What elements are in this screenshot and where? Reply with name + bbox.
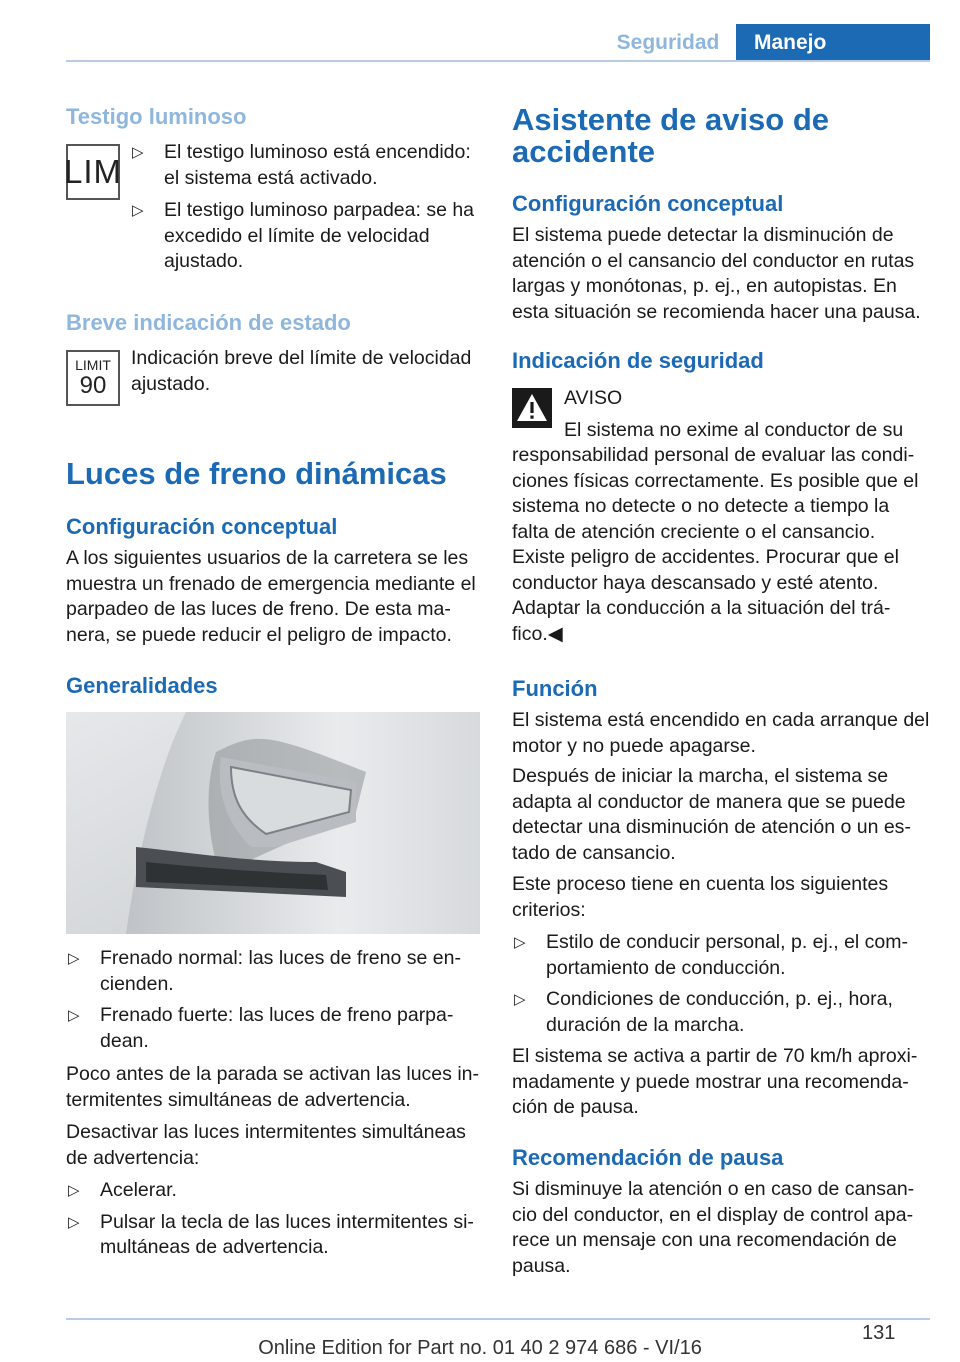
luces-conf-title: Configuración conceptual [66, 514, 338, 539]
gen-title: Generalidades [66, 673, 218, 698]
gen-list [66, 946, 480, 1054]
header-tab-seguridad[interactable]: Seguridad [616, 31, 720, 54]
breve-title: Breve indicación de estado [66, 310, 351, 335]
limit-icon-label: LIMIT [75, 356, 111, 373]
lim-icon-text: LIM [64, 153, 123, 190]
list-item: ▷ Frenado fuerte: las luces de freno parpadean. [68, 1004, 454, 1052]
asist-title-line-1: Asistente de aviso de [512, 102, 830, 137]
triangle-bullet-icon: ▷ [132, 144, 144, 161]
triangle-bullet-icon: ▷ [514, 934, 526, 951]
gen-text-2: Desactivar las luces intermitentes simultáneas de advertencia: [66, 1121, 466, 1169]
triangle-bullet-icon: ▷ [514, 991, 526, 1008]
triangle-bullet-icon: ▷ [68, 1213, 80, 1231]
list-item: ▷ Acelerar. [66, 1178, 480, 1204]
footer-divider [66, 1318, 930, 1320]
pausa-text: Si disminuye la atención o en caso de cansancio del conductor, en el display de control aparece un mensaje con una recomendación de pausa. [512, 1178, 915, 1277]
list-item: ▷ Frenado normal: las luces de freno se encienden. [68, 947, 461, 995]
list-item: ▷ Condiciones de conducción, p. ej., hora, duración de la marcha. [514, 988, 893, 1036]
triangle-bullet-icon: ▷ [68, 1182, 80, 1199]
testigo-list [130, 140, 480, 275]
seg-title: Indicación de seguridad [512, 348, 764, 373]
list-item: ▷ Estilo de conducir personal, p. ej., el comportamiento de conducción. [514, 931, 909, 979]
online-edition-note: Online Edition for Part no. 01 40 2 974 686 - VI/16 [258, 1337, 702, 1359]
triangle-bullet-icon: ▷ [68, 950, 80, 967]
func-text-3: Este proceso tiene en cuenta los siguientes criterios: [512, 873, 889, 921]
aviso-line-1: El sistema no exime al conductor de su [564, 419, 904, 441]
limit-90-icon [66, 350, 120, 406]
list-item: ▷ El testigo luminoso está encendido: el sistema está activado. [132, 141, 471, 189]
testigo-title: Testigo luminoso [66, 104, 247, 129]
aviso-label: AVISO [564, 387, 623, 409]
gen-text-1: Poco antes de la parada se activan las luces intermitentes simultáneas de advertencia. [66, 1063, 480, 1111]
lim-indicator-icon [64, 144, 123, 200]
func-title: Función [512, 676, 598, 701]
pausa-title: Recomendación de pausa [512, 1145, 784, 1170]
deact-list [66, 1178, 480, 1261]
right-conf-text: El sistema puede detectar la disminución de atención o el cansancio del conductor en rutas largas y monótonas, p. ej., en autopistas. En esta situación se recomienda hacer una pausa. [512, 224, 921, 323]
triangle-bullet-icon: ▷ [68, 1007, 80, 1024]
func-list [512, 930, 930, 1038]
right-conf-title: Configuración conceptual [512, 191, 784, 216]
limit-icon-value: 90 [79, 371, 107, 399]
breve-text: Indicación breve del límite de velocidad ajustado. [131, 347, 472, 395]
triangle-bullet-icon: ▷ [132, 202, 144, 219]
asist-title-line-2: accidente [512, 134, 656, 169]
header-divider [66, 60, 930, 62]
func-text-2: Después de iniciar la marcha, el sistema se adapta al conductor de manera que se puede detectar una disminución de atención o un estado de cansancio. [512, 765, 911, 864]
tail-light-illustration [66, 712, 480, 934]
list-item: ▷ El testigo luminoso parpadea: se ha excedido el límite de velocidad ajustado. [132, 199, 475, 272]
luces-title: Luces de freno dinámicas [66, 456, 447, 491]
luces-conf-text: A los siguientes usuarios de la carretera se les muestra un frenado de emergencia mediante el parpadeo de las luces de freno. De esta manera, se puede reducir el peligro de impacto. [66, 547, 476, 646]
func-text-4: El sistema se activa a partir de 70 km/h aproximadamente y puede mostrar una recomendación de pausa. [512, 1045, 918, 1118]
warning-triangle-icon [512, 388, 552, 428]
page-number: 131 [862, 1322, 896, 1344]
list-item: ▷ Pulsar la tecla de las luces intermitentes simultáneas de advertencia. [68, 1210, 474, 1258]
header-tab-manejo[interactable]: Manejo [736, 24, 930, 62]
func-text-1: El sistema está encendido en cada arranque del motor y no puede apagarse. [512, 709, 930, 757]
aviso-text: responsabilidad personal de evaluar las condiciones físicas correctamente. Es posible que el sistema no detecte o no detecte a tiempo la falta de atención creciente o el cansancio. Existe peligro de accidentes. Procurar que el conductor haya descansado y esté atento. Adaptar la conducción a la situación del tráfico.◀ [512, 444, 919, 645]
